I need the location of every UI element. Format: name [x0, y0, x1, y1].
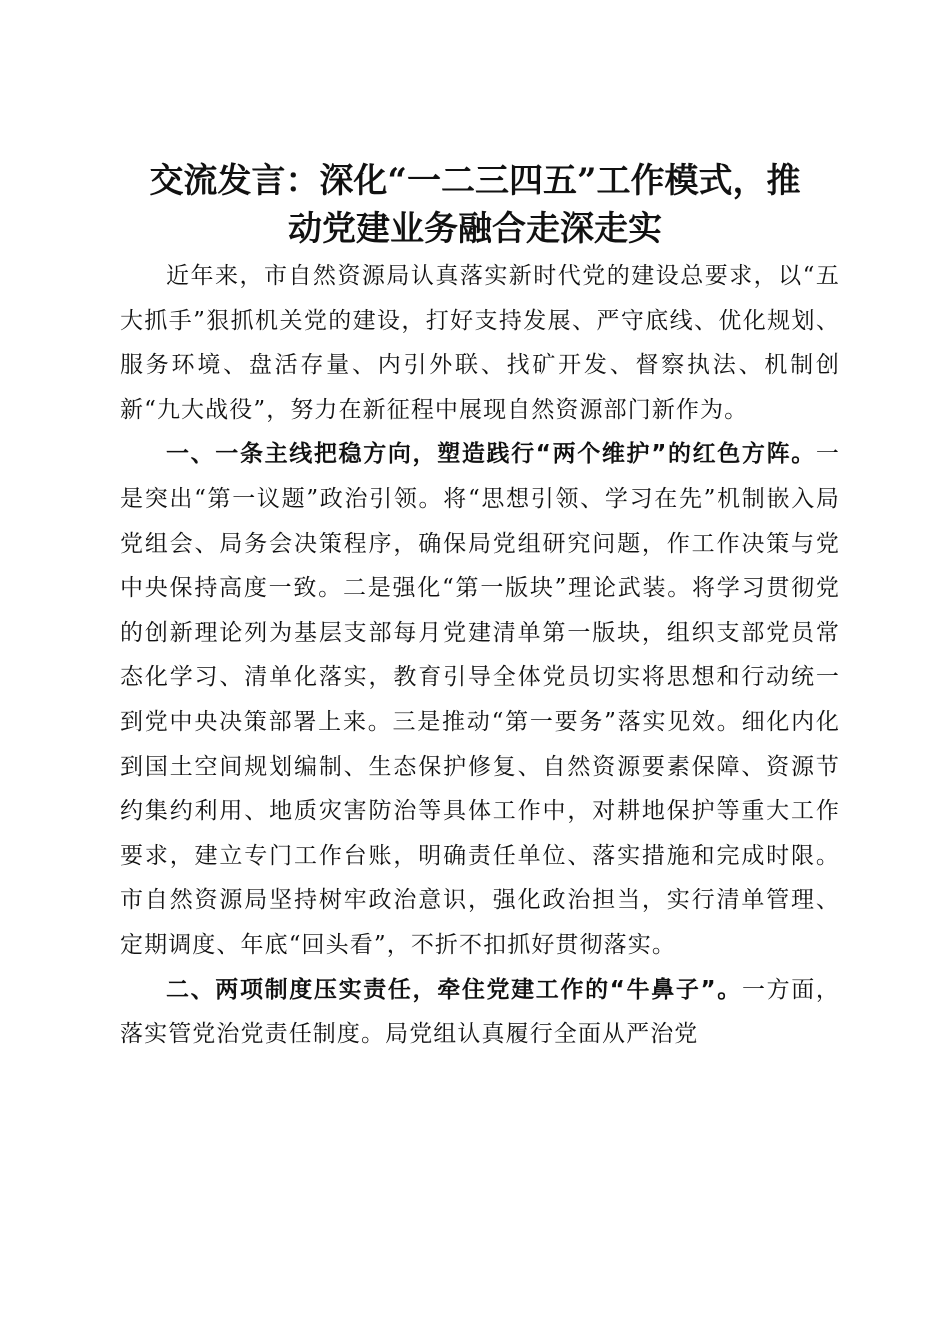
title-line-2: 动党建业务融合走深走实 [288, 208, 662, 249]
paragraph-text: 一是突出“第一议题”政治引领。将“思想引领、学习在先”机制嵌入局党组会、局务会决策程序，确保局党组研究问题，作工作决策与党中央保持高度一致。二是强化“第一版块”理论武装。将学习贯彻党的创新理论列为基层支部每月党建清单第一版块，组织支部党员常态化学习、清单化落实，教育引导全体党员切实将思想和行动统一到党中央决策部署上来。三是推动“第一要务”落实见效。细化内化到国土空间规划编制、生态保护修复、自然资源要素保障、资源节约集约利用、地质灾害防治等具体工作中，对耕地保护等重大工作要求，建立专门工作台账，明确责任单位、落实措施和完成时限。市自然资源局坚持树牢政治意识，强化政治担当，实行清单管理、定期调度、年底“回头看”，不折不扣抓好贯彻落实。 [120, 441, 840, 958]
paragraph-section-2 [120, 968, 840, 1057]
paragraph-section-1 [120, 432, 840, 967]
title-line-1: 交流发言：深化“一二三四五”工作模式，推 [149, 160, 801, 201]
paragraph-text: 一方面，落实管党治党责任制度。局党组认真履行全面从严治党 [120, 976, 840, 1048]
section-2-heading: 二、两项制度压实责任，牵住党建工作的“牛鼻子”。 [166, 976, 742, 1003]
paragraph-intro [120, 254, 840, 432]
section-1-heading: 一、一条主线把稳方向，塑造践行“两个维护”的红色方阵。 [166, 441, 816, 468]
document-body [120, 254, 840, 1057]
paragraph-text: 近年来，市自然资源局认真落实新时代党的建设总要求，以“五大抓手”狠抓机关党的建设，打好支持发展、严守底线、优化规划、服务环境、盘活存量、内引外联、找矿开发、督察执法、机制创新“九大战役”，努力在新征程中展现自然资源部门新作为。 [120, 263, 840, 423]
document-title [105, 157, 845, 253]
